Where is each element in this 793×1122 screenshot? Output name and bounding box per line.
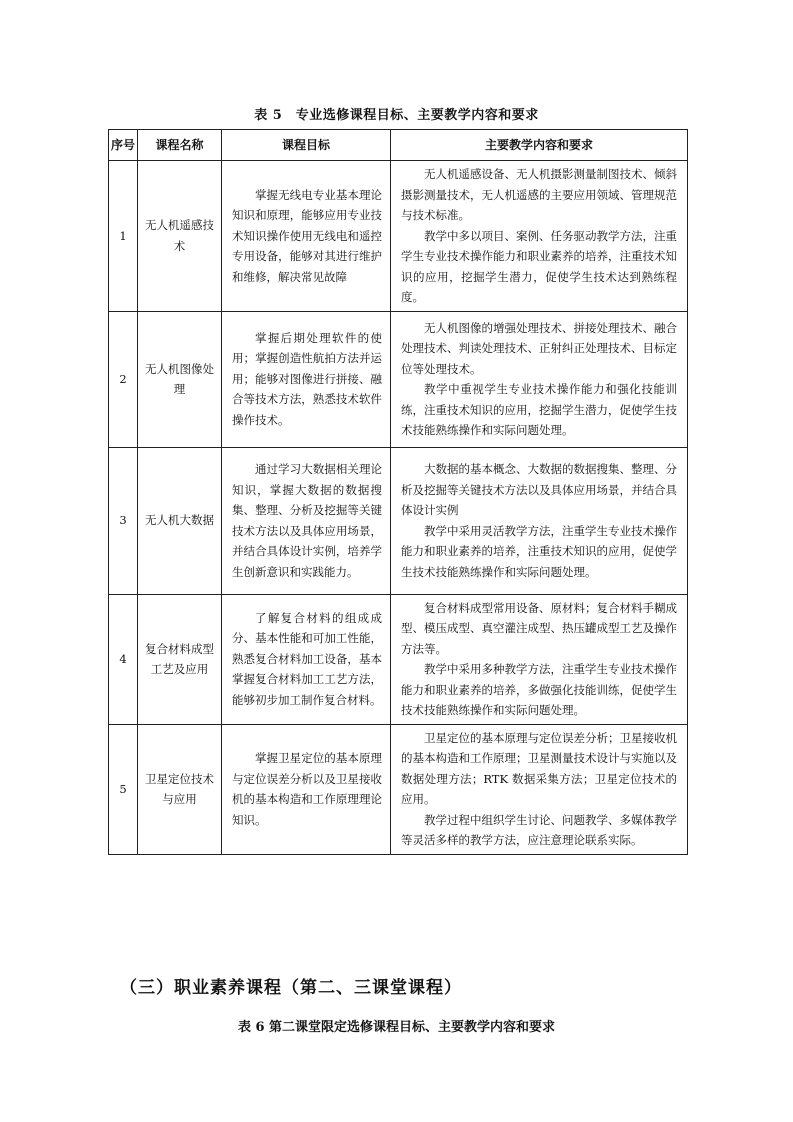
course-content: [391, 447, 688, 594]
table-row: [109, 311, 688, 447]
course-name: 复合材料成型工艺及应用: [138, 594, 222, 724]
course-table: [108, 129, 688, 855]
course-content: [391, 594, 688, 724]
course-content: [391, 724, 688, 854]
header-num: 序号: [109, 130, 138, 161]
section-heading: （三）职业素养课程（第二、三课堂课程）: [120, 978, 462, 998]
course-name: 无人机遥感技术: [138, 161, 222, 312]
content-paragraph: 无人机遥感设备、无人机摄影测量制图技术、倾斜摄影测量技术，无人机遥感的主要应用领域、管理规范与技术标准。: [401, 167, 677, 222]
row-num: 5: [109, 724, 138, 854]
content-paragraph: 教学中多以项目、案例、任务驱动教学方法，注重学生专业技术操作能力和职业素养的培养，注重技术知识的应用，挖掘学生潜力，促使学生技术达到熟练程度。: [401, 228, 677, 304]
course-goal: 掌握无线电专业基本理论知识和原理，能够应用专业技术知识操作使用无线电和遥控专用设备，能够对其进行维护和维修，解决常见故障: [222, 161, 391, 312]
course-goal: 了解复合材料的组成成分、基本性能和可加工性能，熟悉复合材料加工设备，基本掌握复合材料加工工艺方法，能够初步加工制作复合材料。: [222, 594, 391, 724]
table-row: [109, 594, 688, 724]
row-num: 2: [109, 311, 138, 447]
content-paragraph: 教学中采用灵活教学方法，注重学生专业技术操作能力和职业素养的培养，注重技术知识的应用，促使学生技术技能熟练操作和实际问题处理。: [401, 523, 677, 579]
content-paragraph: 教学过程中组织学生讨论、问题教学、多媒体教学等灵活多样的教学方法，应注意理论联系实际。: [401, 812, 677, 847]
content-paragraph: 无人机图像的增强处理技术、拼接处理技术、融合处理技术、判读处理技术、正射纠正处理技术、目标定位等处理技术。: [401, 320, 677, 376]
row-num: 4: [109, 594, 138, 724]
row-num: 3: [109, 447, 138, 594]
content-paragraph: 教学中重视学生专业技术操作能力和强化技能训练，注重技术知识的应用，挖掘学生潜力，促使学生技术技能熟练操作和实际问题处理。: [401, 382, 677, 437]
table-row: [109, 447, 688, 594]
table-header-row: [109, 130, 688, 161]
content-paragraph: 卫星定位的基本原理与定位误差分析；卫星接收机的基本构造和工作原理；卫星测量技术设计与实施以及数据处理方法；RTK 数据采集方法；卫星定位技术的应用。: [401, 730, 677, 806]
course-goal: 掌握后期处理软件的使用；掌握创造性航拍方法并运用；能够对图像进行拼接、融合等技术方法，熟悉技术软件操作技术。: [222, 311, 391, 447]
course-content: [391, 311, 688, 447]
course-content: [391, 161, 688, 312]
content-paragraph: 教学中采用多种教学方法，注重学生专业技术操作能力和职业素养的培养，多做强化技能训练，促使学生技术技能熟练操作和实际问题处理。: [401, 662, 677, 717]
course-name: 无人机图像处理: [138, 311, 222, 447]
course-goal: 掌握卫星定位的基本原理与定位误差分析以及卫星接收机的基本构造和工作原理理论知识。: [222, 724, 391, 854]
course-name: 无人机大数据: [138, 447, 222, 594]
table-5-caption: 表 5 专业选修课程目标、主要教学内容和要求: [254, 108, 539, 123]
header-course-content: 主要教学内容和要求: [391, 130, 688, 161]
table-6-caption: 表 6 第二课堂限定选修课程目标、主要教学内容和要求: [237, 1020, 556, 1035]
row-num: 1: [109, 161, 138, 312]
header-course-name: 课程名称: [138, 130, 222, 161]
course-goal: 通过学习大数据相关理论知识，掌握大数据的数据搜集、整理、分析及挖掘等关键技术方法以及具体应用场景，并结合具体设计实例，培养学生创新意识和实践能力。: [222, 447, 391, 594]
header-course-goal: 课程目标: [222, 130, 391, 161]
table-row: [109, 161, 688, 312]
course-name: 卫星定位技术与应用: [138, 724, 222, 854]
table-row: [109, 724, 688, 854]
content-paragraph: 复合材料成型常用设备、原材料；复合材料手糊成型、模压成型、真空灌注成型、热压罐成型工艺及操作方法等。: [401, 600, 677, 656]
content-paragraph: 大数据的基本概念、大数据的数据搜集、整理、分析及挖掘等关键技术方法以及具体应用场景，并结合具体设计实例: [401, 462, 677, 517]
